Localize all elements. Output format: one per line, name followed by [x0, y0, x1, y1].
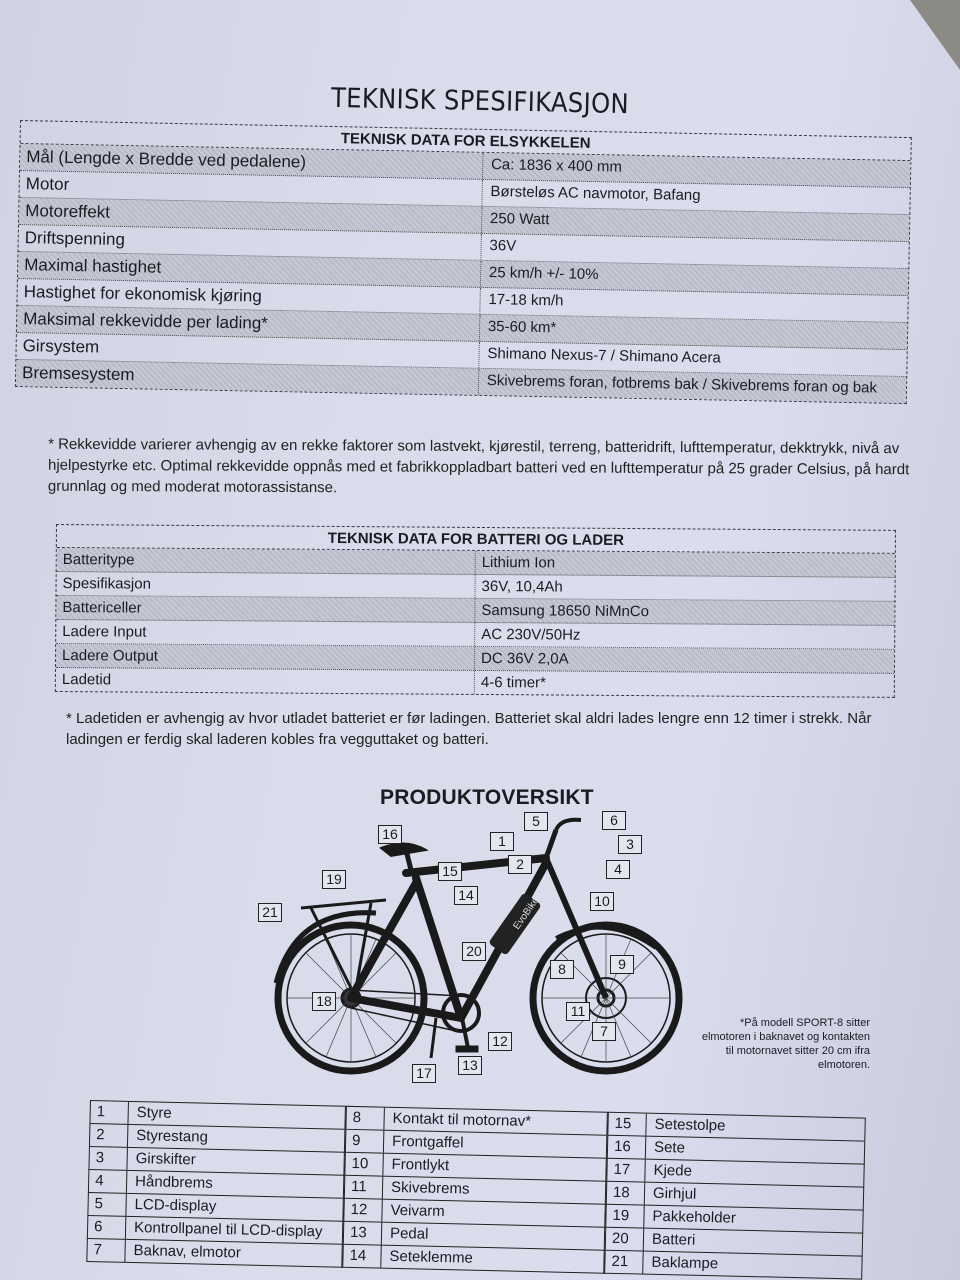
part-number: 7: [87, 1239, 125, 1262]
bike-spec-table: [15, 120, 912, 404]
callout-8: 8: [550, 960, 574, 979]
spec-value: Skivebrems foran, fotbrems bak / Skivebrems foran og bak: [486, 372, 878, 397]
spec-value: 35-60 km*: [487, 318, 557, 337]
bike-brand-label: EvoBike: [511, 895, 542, 932]
spec-label: Ladetid: [56, 668, 475, 694]
bike-spec-header: TEKNISK DATA FOR ELSYKKELEN: [21, 121, 911, 161]
spec-label: Maksimal rekkevidde per lading*: [17, 306, 480, 341]
part-number: 9: [346, 1130, 384, 1153]
spec-value: Børsteløs AC navmotor, Bafang: [490, 183, 701, 205]
spec-label: Hastighet for ekonomisk kjøring: [17, 279, 480, 314]
callout-10: 10: [590, 892, 614, 911]
part-name: Girhjul: [652, 1184, 697, 1203]
part-number: 15: [608, 1113, 646, 1136]
part-number: 16: [608, 1136, 646, 1159]
part-name: Pakkeholder: [652, 1207, 737, 1227]
part-name: Pedal: [389, 1224, 429, 1243]
callout-20: 20: [462, 942, 486, 961]
callout-11: 11: [566, 1002, 590, 1021]
part-number: 2: [90, 1124, 128, 1147]
page-corner-shadow: [910, 0, 960, 70]
part-number: 14: [343, 1245, 381, 1268]
list-item: [86, 1239, 342, 1268]
spec-label: Ladere Input: [56, 620, 475, 646]
list-item: [604, 1251, 862, 1280]
callout-9: 9: [610, 955, 634, 974]
part-number: 6: [88, 1216, 126, 1239]
part-name: Frontgaffel: [391, 1132, 464, 1152]
battery-spec-table: [55, 524, 896, 698]
part-number: 19: [606, 1205, 644, 1228]
part-number: 12: [344, 1199, 382, 1222]
spec-value: 36V, 10,4Ah: [481, 577, 563, 596]
part-name: Styrestang: [136, 1127, 209, 1146]
callout-15: 15: [438, 862, 462, 881]
callout-3: 3: [618, 835, 642, 854]
spec-label: Motor: [20, 171, 483, 206]
part-name: Frontlykt: [391, 1155, 450, 1175]
parts-column-1: [86, 1100, 346, 1268]
parts-list: [90, 1100, 868, 1273]
part-number: 10: [345, 1153, 383, 1176]
part-name: Baknav, elmotor: [133, 1242, 242, 1262]
callout-7: 7: [592, 1022, 616, 1041]
part-number: 5: [88, 1193, 126, 1216]
spec-value: Lithium Ion: [481, 553, 556, 572]
callout-6: 6: [602, 811, 626, 830]
part-number: 4: [89, 1170, 127, 1193]
callout-19: 19: [322, 870, 346, 889]
spec-value: DC 36V 2,0A: [481, 649, 569, 668]
callout-17: 17: [412, 1064, 436, 1083]
part-name: Setestolpe: [654, 1115, 726, 1135]
spec-label: Girsystem: [16, 333, 479, 368]
part-number: 13: [344, 1222, 382, 1245]
product-overview-title: PRODUKTOVERSIKT: [380, 786, 594, 809]
part-name: Kontakt til motornav*: [392, 1109, 532, 1131]
spec-label: Spesifikasjon: [57, 572, 476, 598]
callout-14: 14: [454, 886, 478, 905]
page-title: TEKNISK SPESIFIKASJON: [330, 82, 630, 121]
part-name: Sete: [653, 1138, 686, 1157]
callout-18: 18: [312, 992, 336, 1011]
callout-1: 1: [490, 832, 514, 851]
callout-12: 12: [488, 1032, 512, 1051]
part-name: Skivebrems: [390, 1178, 470, 1198]
charging-footnote: * Ladetiden er avhengig av hvor utladet batteriet er før ladingen. Batteriet skal aldri lades lengre enn 12 timer i strekk. Når ladingen er ferdig skal laderen kobles fra vegguttaket og batteri.: [66, 710, 872, 748]
part-name: Kjede: [653, 1161, 693, 1180]
part-name: Veivarm: [390, 1201, 445, 1221]
parts-column-2: [342, 1106, 608, 1274]
part-name: Kontrollpanel til LCD-display: [133, 1219, 323, 1241]
spec-label: Motoreffekt: [19, 198, 482, 233]
part-name: Styre: [136, 1104, 172, 1122]
spec-value: 25 km/h +/- 10%: [488, 264, 599, 284]
spec-value: AC 230V/50Hz: [481, 625, 581, 644]
callout-21: 21: [258, 903, 282, 922]
parts-column-3: [604, 1112, 866, 1280]
range-footnote: * Rekkevidde varierer avhengig av en rekke faktorer som lastvekt, kjørestil, terreng, batteridrift, lufttemperatur, dekktrykk, nivå av hjelpestyrke etc. Optimal rekkevidde oppnås med et fabrikkoppladbart batteri ved en lufttemperatur på 25 grader Celsius, på hardt grunnlag og med moderat motorassistanse.: [47, 435, 910, 497]
part-number: 8: [346, 1107, 384, 1130]
part-number: 3: [89, 1147, 127, 1170]
spec-label: Batteritype: [57, 548, 476, 574]
part-name: Baklampe: [651, 1253, 719, 1273]
part-name: Girskifter: [135, 1150, 196, 1169]
spec-label: Mål (Lengde x Bredde ved pedalene): [20, 144, 483, 179]
spec-value: Shimano Nexus-7 / Shimano Acera: [487, 345, 721, 367]
part-number: 1: [90, 1101, 128, 1124]
spec-value: 17-18 km/h: [488, 291, 564, 310]
callout-4: 4: [606, 860, 630, 879]
part-name: Seteklemme: [389, 1247, 474, 1267]
callout-13: 13: [458, 1056, 482, 1075]
table-row: [56, 668, 894, 697]
part-number: 21: [605, 1251, 643, 1274]
callout-5: 5: [524, 812, 548, 831]
part-number: 20: [606, 1228, 644, 1251]
spec-label: Bremsesystem: [16, 360, 479, 395]
spec-value: 36V: [489, 237, 517, 255]
spec-label: Battericeller: [56, 596, 475, 622]
part-name: Håndbrems: [134, 1173, 213, 1192]
part-name: Batteri: [651, 1230, 696, 1249]
spec-value: 4-6 timer*: [480, 673, 546, 692]
callout-16: 16: [378, 825, 402, 844]
part-number: 18: [607, 1182, 645, 1205]
part-name: LCD-display: [134, 1196, 217, 1215]
spec-label: Driftspenning: [18, 225, 481, 260]
spec-value: Samsung 18650 NiMnCo: [481, 601, 650, 621]
battery-spec-header: TEKNISK DATA FOR BATTERI OG LADER: [57, 525, 895, 554]
callout-2: 2: [508, 855, 532, 874]
spec-value: 250 Watt: [489, 210, 550, 229]
spec-label: Ladere Output: [56, 644, 475, 670]
part-number: 11: [345, 1176, 383, 1199]
part-number: 17: [607, 1159, 645, 1182]
list-item: [342, 1245, 604, 1274]
model-sidenote: *På modell SPORT-8 sitter elmotoren i baknavet og kontakten til motornavet sitter 20 cm ifra elmotoren.: [701, 1017, 870, 1071]
spec-value: Ca: 1836 x 400 mm: [490, 156, 623, 176]
spec-label: Maximal hastighet: [18, 252, 481, 287]
